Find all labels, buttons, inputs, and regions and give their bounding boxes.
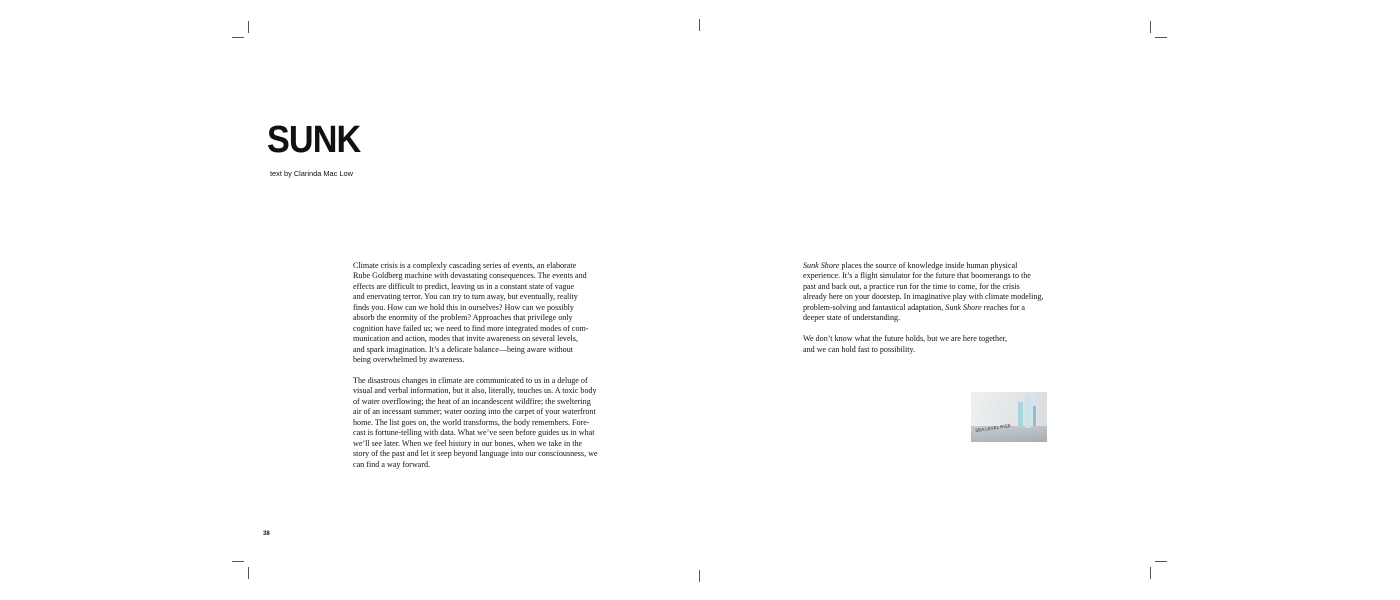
crop-mark: [699, 570, 700, 582]
paragraph: [803, 261, 1044, 324]
text-line: finds you. How can we hold this in ourselves? How can we possibly: [353, 302, 574, 312]
right-text-column: [803, 261, 1044, 355]
work-title: Sunk Shore: [945, 302, 982, 312]
page-title: SUNK: [267, 119, 361, 161]
text-line: past and back out, a practice run for the time to come, for the crisis: [803, 281, 1020, 291]
photo-label: SEA LEVEL RISE: [975, 423, 1011, 433]
text-line: Rube Goldberg machine with devastating consequences. The events and: [353, 271, 587, 281]
text-line: [803, 261, 1044, 271]
text-run: places the source of knowledge inside human physical: [839, 261, 1018, 270]
text-line: already here on your doorstep. In imaginative play with climate modeling,: [803, 292, 1044, 302]
crop-mark: [1150, 567, 1151, 579]
text-line: deeper state of understanding.: [803, 313, 901, 323]
text-line: experience. It’s a flight simulator for the future that boomerangs to the: [803, 271, 1031, 281]
paragraph: [803, 334, 1044, 355]
text-line: effects are difficult to predict, leaving us in a constant state of vague: [353, 281, 575, 291]
text-line: home. The list goes on, the world transforms, the body remembers. Fore-: [353, 417, 590, 427]
paragraph: [353, 261, 598, 366]
left-text-column: [353, 261, 598, 470]
text-line: The disastrous changes in climate are communicated to us in a deluge of: [353, 376, 588, 386]
photo-column: [1018, 402, 1023, 428]
crop-mark: [232, 37, 244, 38]
text-line: of water overflowing; the heat of an incandescent wildfire; the sweltering: [353, 396, 591, 406]
text-run: reaches for a: [981, 302, 1025, 312]
crop-mark: [1155, 37, 1167, 38]
byline: text by Clarinda Mac Low: [270, 169, 353, 178]
crop-mark: [699, 19, 700, 31]
crop-mark: [232, 561, 244, 562]
text-line: air of an incessant summer; water oozing into the carpet of your waterfront: [353, 407, 596, 417]
text-line: being overwhelmed by awareness.: [353, 355, 465, 365]
text-line: visual and verbal information, but it also, literally, touches us. A toxic body: [353, 386, 597, 396]
installation-photo: [971, 392, 1047, 442]
text-line: and we can hold fast to possibility.: [803, 344, 916, 354]
crop-mark: [248, 567, 249, 579]
text-line: cast is fortune-telling with data. What we’ve seen before guides us in what: [353, 428, 595, 438]
page-number: 38: [263, 531, 270, 537]
text-line: We don’t know what the future holds, but we are here together,: [803, 334, 1008, 344]
text-line: story of the past and let it seep beyond language into our consciousness, we: [353, 449, 598, 459]
text-line: can find a way forward.: [353, 459, 431, 469]
text-run: problem-solving and fantastical adaptation,: [803, 302, 946, 312]
text-line: and spark imagination. It’s a delicate balance—being aware without: [353, 344, 574, 354]
work-title: Sunk Shore: [803, 261, 840, 270]
text-line: we’ll see later. When we feel history in our bones, when we take in the: [353, 438, 583, 448]
crop-mark: [1150, 21, 1151, 33]
photo-column: [1033, 406, 1036, 426]
text-line: munication and action, modes that invite awareness on several levels,: [353, 334, 578, 344]
paragraph: [353, 376, 598, 470]
text-line: cognition have failed us; we need to find more integrated modes of com-: [353, 323, 589, 333]
text-line: Climate crisis is a complexly cascading series of events, an elaborate: [353, 261, 577, 270]
photo-column: [1025, 396, 1031, 428]
text-line: [803, 303, 1044, 313]
crop-mark: [248, 21, 249, 33]
text-line: and enervating terror. You can try to turn away, but eventually, reality: [353, 292, 578, 302]
crop-mark: [1155, 561, 1167, 562]
text-line: absorb the enormity of the problem? Approaches that privilege only: [353, 313, 573, 323]
